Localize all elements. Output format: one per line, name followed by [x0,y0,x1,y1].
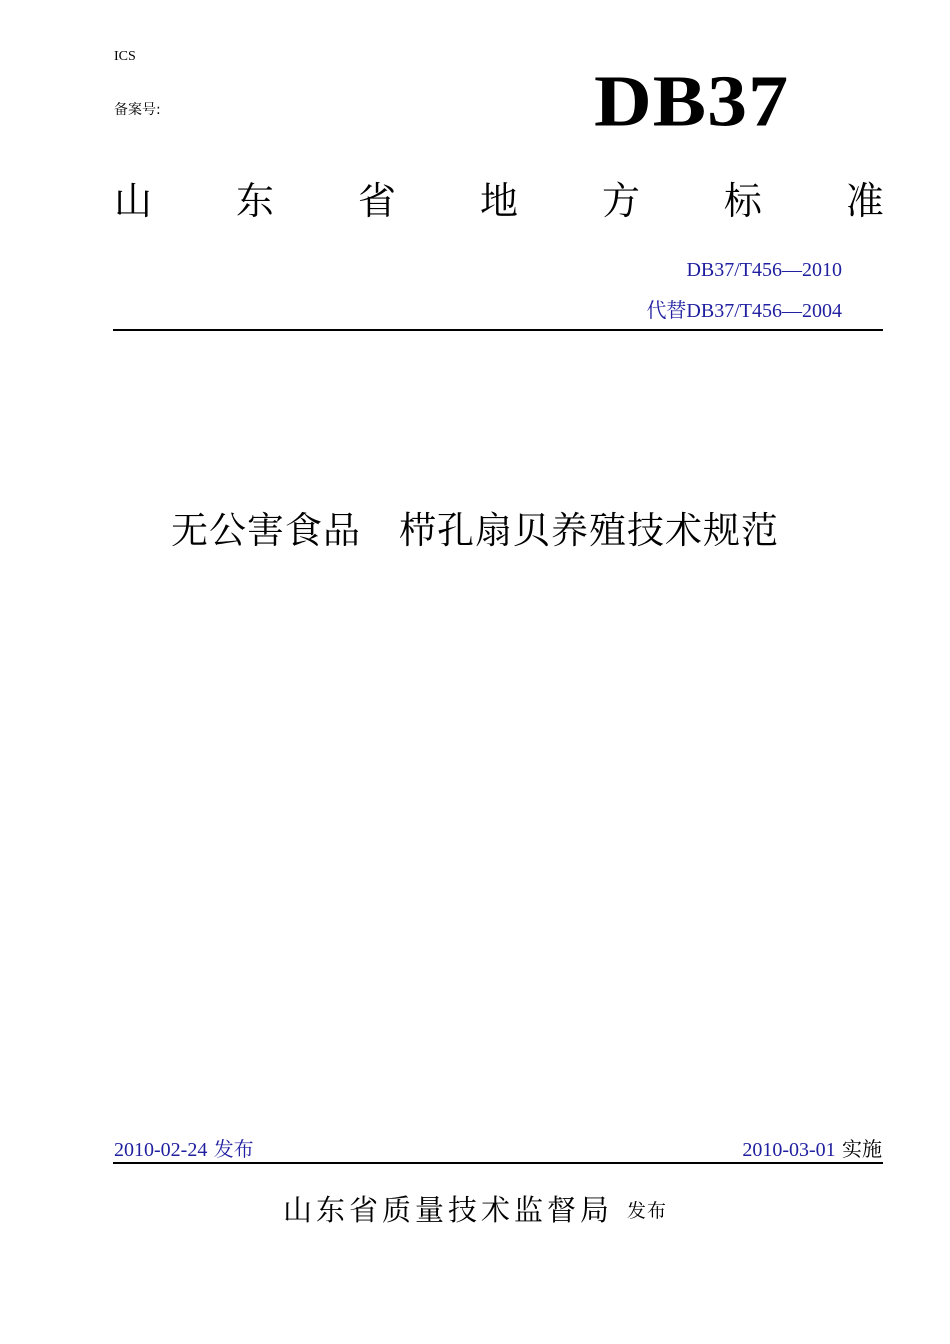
issue-label: 发布 [213,1137,254,1161]
implementation-label: 实施 [842,1137,882,1161]
implementation-date-line [742,1133,882,1162]
issue-date-line [114,1133,254,1162]
issuer-suffix: 发布 [627,1200,668,1222]
ics-label: ICS [114,49,136,64]
standard-type-char: 地 [479,179,518,223]
top-divider [113,329,883,331]
record-number-label: 备案号: [114,102,161,118]
standard-type-char: 山 [114,179,153,223]
issuer-name: 山东省质量技术监督局 [282,1193,613,1227]
standard-type-char: 省 [357,179,396,223]
standard-type-char: 标 [723,179,762,223]
standard-code: DB37/T456—2010 [686,259,842,281]
issue-date: 2010-02-24 [114,1139,208,1161]
standard-type-char: 东 [235,179,274,223]
standard-type-char: 准 [845,179,884,223]
issuer-line [0,1190,950,1231]
document-title: 无公害食品 栉孔扇贝养殖技术规范 [171,509,779,552]
standard-type-char: 方 [601,179,640,223]
bottom-divider [113,1162,883,1164]
implementation-date: 2010-03-01 [742,1139,836,1161]
replaced-standard-code: 代替DB37/T456—2004 [646,300,842,322]
standard-prefix: DB37 [594,61,790,143]
standard-type-heading [114,178,884,224]
